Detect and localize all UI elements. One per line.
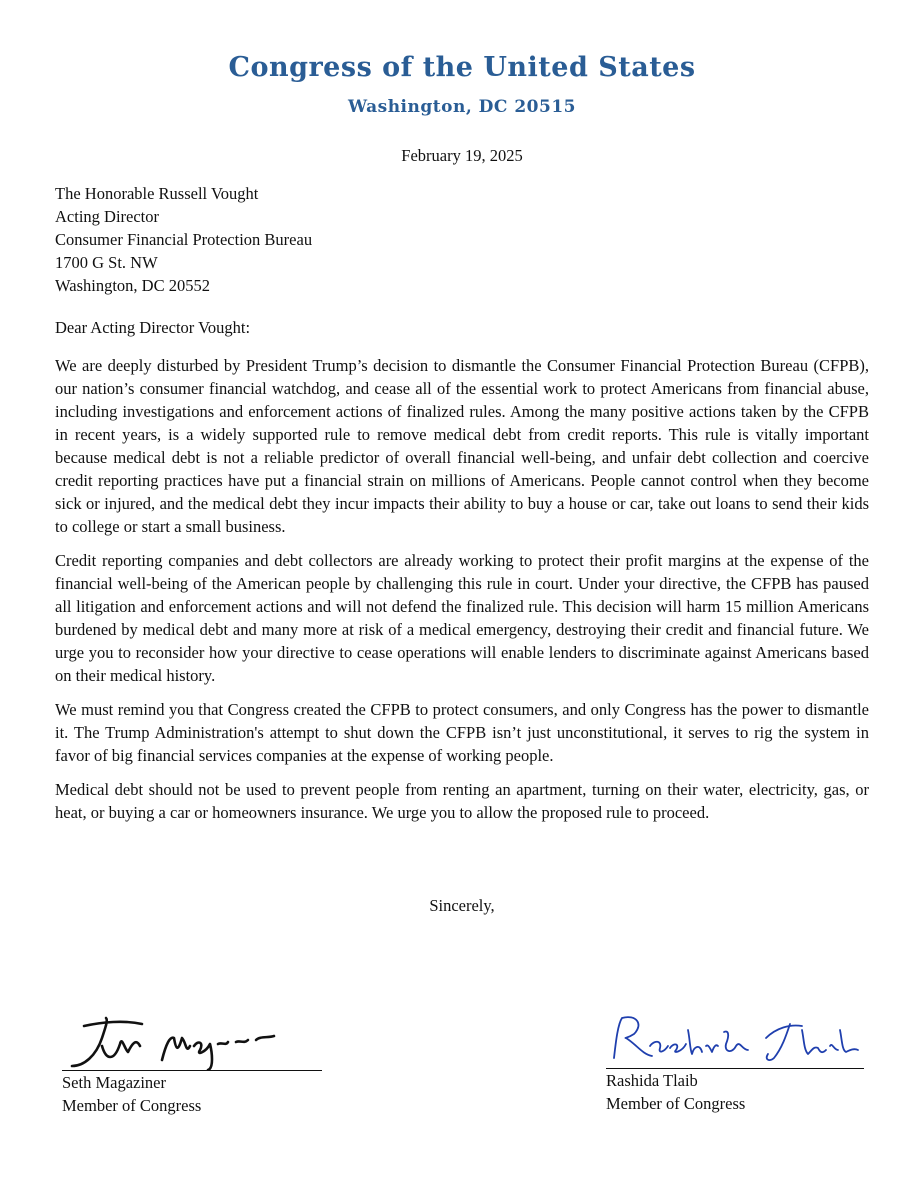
recipient-line-city: Washington, DC 20552: [55, 276, 210, 295]
signatory-title-magaziner: Member of Congress: [62, 1096, 202, 1115]
body-paragraph-1: We are deeply disturbed by President Trump’s decision to dismantle the Consumer Financial Protection Bureau (CFPB), our nation’s consumer financial watchdog, and cease all of the essential work to protect Americans from financial abuse, including investigations and enforcement actions of finalized rules. Among the many positive actions taken by the CFPB in recent years, is a widely supported rule to remove medical debt from credit reports. This rule is vitally important because medical debt is not a reliable predictor of overall financial well-being, and unfair debt collection and coercive credit reporting practices have put a financial strain on millions of Americans. People cannot control when they become sick or injured, and the medical debt they incur impacts their ability to buy a house or car, take out loans to send their kids to college or start a small business.: [55, 356, 869, 536]
recipient-line-street: 1700 G St. NW: [55, 253, 158, 272]
body-paragraph-4: Medical debt should not be used to prevent people from renting an apartment, turning on their water, electricity, gas, or heat, or buying a car or homeowners insurance. We urge you to allow the proposed rule to proceed.: [55, 780, 869, 822]
signatory-name-magaziner: Seth Magaziner: [62, 1073, 167, 1092]
body-paragraph-2: Credit reporting companies and debt collectors are already working to protect their profit margins at the expense of the financial well-being of the American people by challenging this rule in court. Under your directive, the CFPB has paused all litigation and enforcement actions and will not defend the finalized rule. This decision will harm 15 million Americans burdened by medical debt and many more at risk of a medical emergency, destroying their credit and financial future. We urge you to reconsider how your directive to cease operations will enable lenders to discriminate against Americans based on their medical history.: [55, 551, 869, 685]
body-paragraph-3: We must remind you that Congress created the CFPB to protect consumers, and only Congress has the power to dismantle it. The Trump Administration's attempt to shut down the CFPB isn’t just unconstitutional, it serves to rig the system in favor of big financial services companies at the expense of working people.: [55, 700, 869, 765]
signature-block-magaziner: [62, 1016, 322, 1117]
recipient-line-name: The Honorable Russell Vought: [55, 184, 259, 203]
letterhead-location: Washington, DC 20515: [348, 97, 576, 117]
recipient-line-agency: Consumer Financial Protection Bureau: [55, 230, 313, 249]
letter-body: [55, 354, 869, 835]
closing: Sincerely,: [429, 896, 495, 915]
salutation: Dear Acting Director Vought:: [55, 318, 251, 337]
letter-date: February 19, 2025: [401, 146, 523, 165]
signature-block-tlaib: [606, 1010, 864, 1115]
handwritten-signature-magaziner: [62, 1016, 322, 1070]
signatory-name-tlaib: Rashida Tlaib: [606, 1071, 698, 1090]
recipient-address: [55, 182, 312, 297]
recipient-line-title: Acting Director: [55, 207, 160, 226]
letterhead-title: Congress of the United States: [228, 52, 696, 83]
handwritten-signature-tlaib: [606, 1010, 864, 1068]
signatory-title-tlaib: Member of Congress: [606, 1094, 746, 1113]
